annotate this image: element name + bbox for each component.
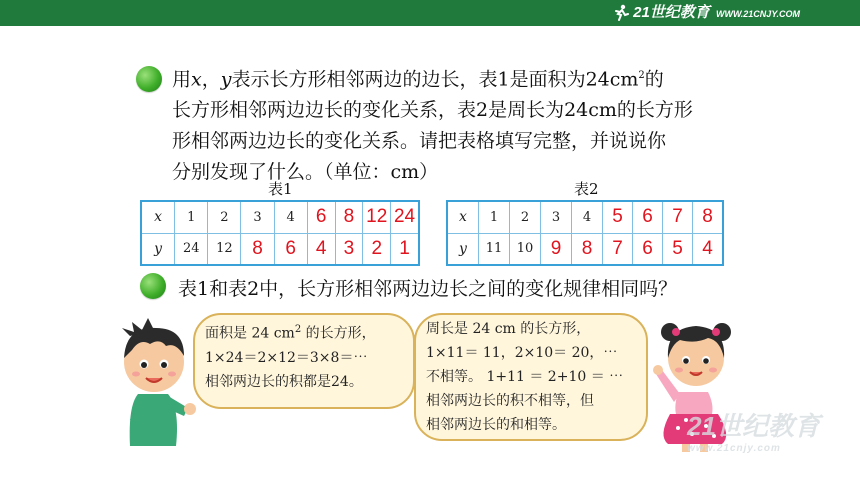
answer-cell: 8 — [572, 233, 603, 265]
bubble-left-line-2: 1×24＝2×12＝3×8＝⋯ — [205, 349, 368, 366]
logo — [613, 3, 800, 23]
variable-y: y — [220, 68, 232, 91]
logo-text: 21世纪教育 — [633, 4, 710, 21]
answer-cell: 2 — [363, 233, 391, 265]
question-1-line-3: 形相邻两边边长的变化关系。请把表格填写完整，并说说你 — [172, 130, 667, 153]
table-cell-header: y — [447, 233, 479, 265]
table-cell: 1 — [479, 201, 510, 233]
table-2-row-x — [447, 201, 723, 233]
bubble-left-text — [205, 318, 376, 394]
watermark — [687, 406, 820, 454]
green-bullet-icon — [136, 66, 162, 92]
table-cell-header: x — [141, 201, 175, 233]
table-cell: 24 — [175, 233, 208, 265]
watermark-text: 21世纪教育 — [687, 411, 820, 441]
answer-cell: 24 — [391, 201, 419, 233]
answer-cell: 3 — [335, 233, 363, 265]
table-cell: 3 — [541, 201, 572, 233]
answer-cell: 1 — [391, 233, 419, 265]
table-1 — [140, 200, 420, 266]
bubble-left-line-3: 相邻两边长的积都是24。 — [205, 373, 363, 390]
table-2-row-y — [447, 233, 723, 265]
table-1-caption: 表1 — [268, 180, 293, 198]
answer-cell: 8 — [335, 201, 363, 233]
table-1-row-x — [141, 201, 419, 233]
question-1-line-2: 长方形相邻两边边长的变化关系，表2是周长为24cm的长方形 — [172, 99, 693, 122]
answer-cell: 8 — [693, 201, 724, 233]
answer-cell: 4 — [693, 233, 724, 265]
top-banner — [0, 0, 860, 26]
table-cell: 2 — [208, 201, 241, 233]
bubble-right-text — [426, 317, 623, 437]
table-2 — [446, 200, 724, 266]
bubble-right-line-5: 相邻两边长的和相等。 — [426, 417, 566, 433]
question-1-line-4: 分别发现了什么。（单位：cm） — [172, 161, 439, 184]
bubble-right-line-1: 周长是 24 cm 的长方形， — [426, 321, 591, 337]
question-1-line-1: 用x，y表示长方形相邻两边的边长，表1是面积为$24cm^2$的 — [172, 68, 664, 91]
answer-cell: 6 — [307, 201, 335, 233]
answer-cell: 6 — [274, 233, 307, 265]
table-cell: 3 — [241, 201, 274, 233]
table-cell: 4 — [572, 201, 603, 233]
table-1-row-y — [141, 233, 419, 265]
table-cell: 10 — [510, 233, 541, 265]
answer-cell: 6 — [633, 201, 663, 233]
green-bullet-icon — [140, 273, 166, 299]
bubble-left-line-1: 面积是 24 $cm^2$ 的长方形， — [205, 324, 376, 342]
question-1-text — [172, 60, 732, 188]
table-cell: 11 — [479, 233, 510, 265]
boy-illustration-icon — [110, 316, 202, 448]
bubble-right-line-4: 相邻两边长的积不相等，但 — [426, 393, 594, 409]
answer-cell: 4 — [307, 233, 335, 265]
question-2-text: 表1和表2中，长方形相邻两边边长之间的变化规律相同吗？ — [178, 278, 678, 300]
answer-cell: 5 — [603, 201, 633, 233]
table-cell: 1 — [175, 201, 208, 233]
bubble-right-line-2: 1×11＝ 11，2×10＝ 20，⋯ — [426, 345, 618, 361]
variable-x: x — [191, 68, 202, 91]
watermark-subtext: www.21cnjy.com — [687, 443, 781, 454]
answer-cell: 7 — [603, 233, 633, 265]
answer-cell: 5 — [663, 233, 693, 265]
bubble-right-line-3: 不相等。 1+11 ＝ 2+10 ＝ ⋯ — [426, 369, 624, 385]
table-cell-header: y — [141, 233, 175, 265]
answer-cell: 12 — [363, 201, 391, 233]
logo-subtext: WWW.21CNJY.COM — [715, 9, 800, 19]
table-cell-header: x — [447, 201, 479, 233]
answer-cell: 9 — [541, 233, 572, 265]
table-2-caption: 表2 — [574, 180, 599, 198]
answer-cell: 8 — [241, 233, 274, 265]
table-cell: 4 — [274, 201, 307, 233]
table-cell: 2 — [510, 201, 541, 233]
answer-cell: 7 — [663, 201, 693, 233]
runner-logo-icon — [613, 4, 629, 22]
answer-cell: 6 — [633, 233, 663, 265]
table-cell: 12 — [208, 233, 241, 265]
